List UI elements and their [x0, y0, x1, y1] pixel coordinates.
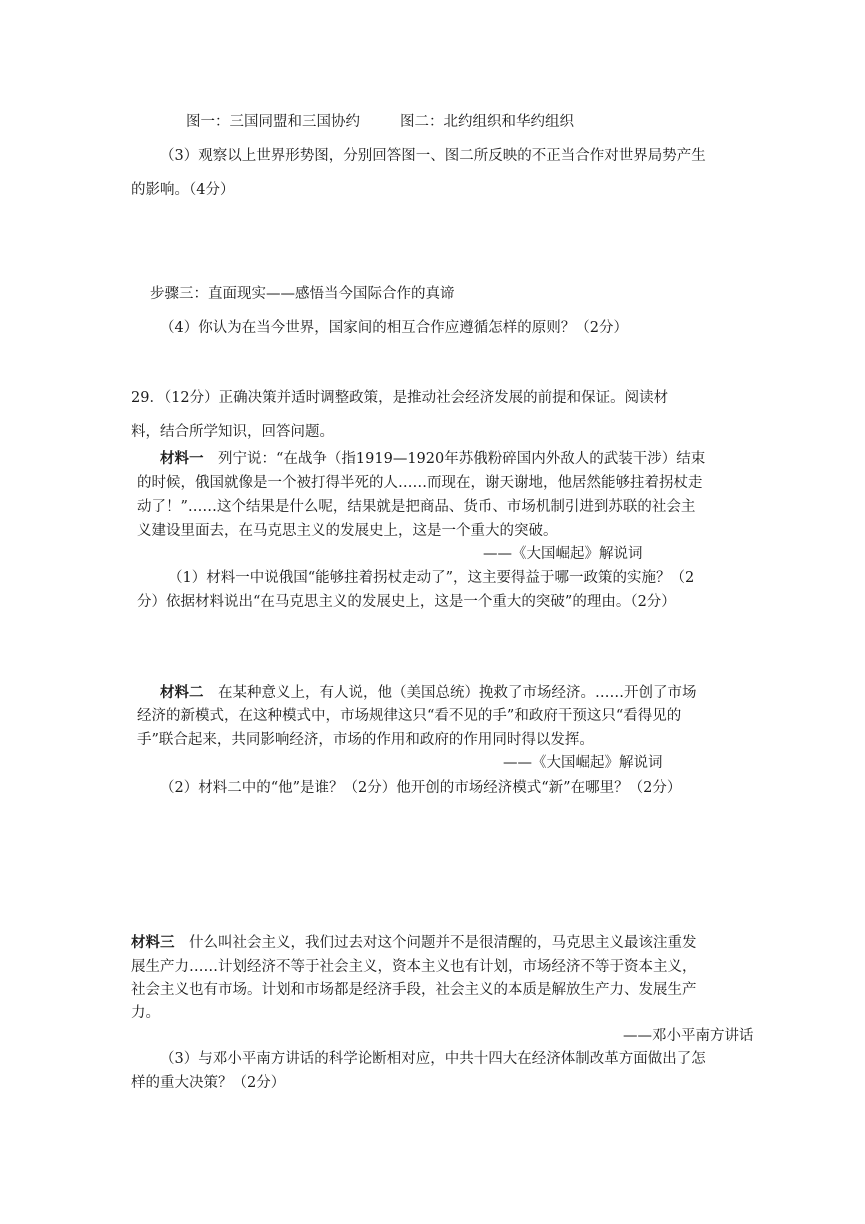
- material-2-line-3: 手”联合起来，共同影响经济，市场的作用和政府的作用同时得以发挥。: [137, 732, 594, 748]
- q29-intro-line-2: 料，结合所学知识，回答问题。: [131, 424, 334, 440]
- material-3-line-3: 社会主义也有市场。计划和市场都是经济手段，社会主义的本质是解放生产力、发展生产: [131, 982, 697, 998]
- material-2-line-1: [160, 683, 697, 703]
- q28-3-line-1: （3）观察以上世界形势图，分别回答图一、图二所反映的不正当合作对世界局势产生: [160, 148, 706, 164]
- q28-3-line-2: 的影响。（4分）: [131, 182, 235, 198]
- q28-4: （4）你认为在当今世界，国家间的相互合作应遵循怎样的原则？（2分）: [160, 320, 628, 336]
- step-three-heading: 步骤三：直面现实——感悟当今国际合作的真谛: [150, 286, 455, 302]
- material-2-line-2: 经济的新模式，在这种模式中，市场规律这只“看不见的手”和政府干预这只“看得见的: [137, 708, 682, 724]
- material-2-source: ——《大国崛起》解说词: [503, 755, 663, 771]
- material-3-text: 什么叫社会主义，我们过去对这个问题并不是很清醒的，马克思主义最该注重发: [174, 935, 697, 951]
- q29-3-line-2: 样的重大决策？（2分）: [131, 1075, 286, 1091]
- q29-1-line-2: 分）依据材料说出“在马克思主义的发展史上，这是一个重大的突破”的理由。（2分）: [137, 594, 676, 610]
- material-3-label: 材料三: [131, 934, 175, 951]
- material-1-label: 材料一: [160, 450, 204, 467]
- material-1-source: ——《大国崛起》解说词: [483, 546, 643, 562]
- material-1-line-2: 的时候，俄国就像是一个被打得半死的人……而现在，谢天谢地，他居然能够拄着拐杖走: [137, 475, 703, 491]
- material-3-line-4: 力。: [131, 1005, 160, 1021]
- q29-2: （2）材料二中的“他”是谁？（2分）他开创的市场经济模式“新”在哪里？（2分）: [160, 780, 682, 796]
- q29-intro-line-1: 29．（12分）正确决策并适时调整政策，是推动社会经济发展的前提和保证。阅读材: [131, 390, 669, 406]
- material-1-line-1: [160, 449, 705, 469]
- material-1-line-3: 动了！”……这个结果是什么呢，结果就是把商品、货币、市场机制引进到苏联的社会主: [137, 499, 696, 515]
- material-3-source: ——邓小平南方讲话: [623, 1028, 754, 1044]
- q29-1-line-1: （1）材料一中说俄国“能够拄着拐杖走动了”，这主要得益于哪一政策的实施？（2: [168, 570, 695, 586]
- caption-figure-1: 图一：三国同盟和三国协约: [186, 114, 360, 130]
- material-1-line-4: 义建设里面去，在马克思主义的发展史上，这是一个重大的突破。: [137, 523, 558, 539]
- material-3-line-2: 展生产力……计划经济不等于社会主义，资本主义也有计划，市场经济不等于资本主义，: [131, 959, 697, 975]
- material-2-label: 材料二: [160, 684, 204, 701]
- material-3-line-1: [131, 933, 697, 953]
- caption-figure-2: 图二：北约组织和华约组织: [400, 114, 574, 130]
- material-2-text: 在某种意义上，有人说，他（美国总统）挽救了市场经济。……开创了市场: [203, 685, 697, 701]
- material-1-text: 列宁说：“在战争（指1919—1920年苏俄粉碎国内外敌人的武装干涉）结束: [203, 451, 706, 467]
- q29-3-line-1: （3）与邓小平南方讲话的科学论断相对应，中共十四大在经济体制改革方面做出了怎: [160, 1051, 706, 1067]
